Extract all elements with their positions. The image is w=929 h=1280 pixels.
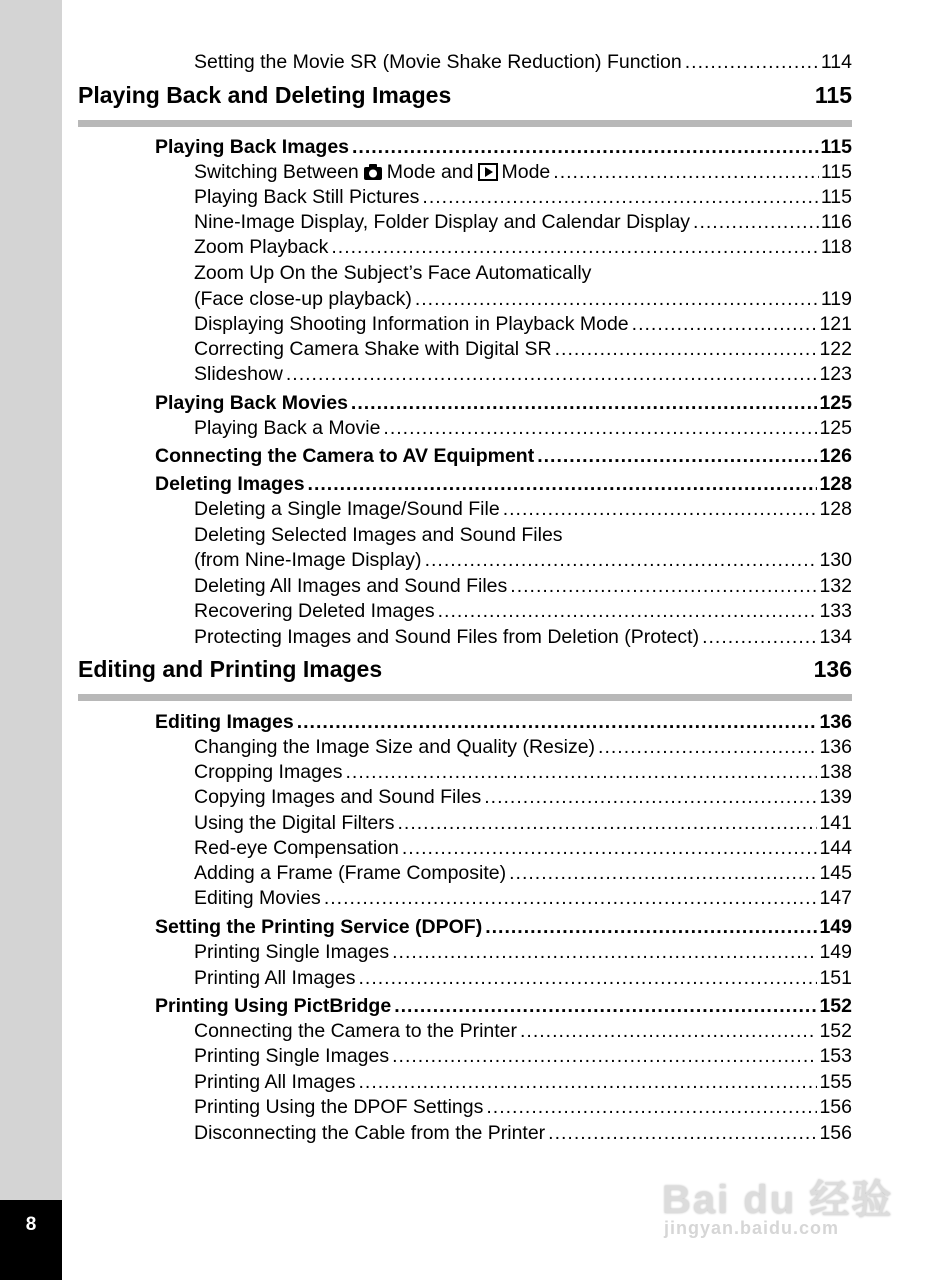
dot-leader [324,886,818,910]
section-divider [78,120,852,127]
toc-entry-title: (Face close-up playback) [194,288,412,310]
toc-entry-title: Playing Back a Movie [194,417,381,439]
dot-leader [555,337,818,361]
toc-entry[interactable] [194,50,852,74]
watermark-url: jingyan.baidu.com [664,1218,840,1238]
toc-entry[interactable] [194,625,852,649]
dot-leader [383,416,817,440]
toc-entry-title: Nine-Image Display, Folder Display and Calendar Display [194,211,691,233]
section-heading[interactable] [78,81,852,109]
dot-leader [598,735,817,759]
toc-entry-page: 149 [819,916,852,938]
page-number: 8 [25,1214,37,1235]
toc-entry-title: Slideshow [194,363,283,385]
dot-leader [359,1070,818,1094]
toc-entry-title: Connecting the Camera to AV Equipment [155,445,535,467]
toc-entry[interactable] [194,886,852,910]
dot-leader [297,710,818,734]
toc-entry-title: (from Nine-Image Display) [194,549,422,571]
dot-leader [486,1095,817,1119]
camera-icon [363,163,383,187]
toc-entry-title: Changing the Image Size and Quality (Resize) [194,736,596,758]
dot-leader [392,1044,817,1068]
toc-entry-title: Zoom Playback [194,236,329,258]
dot-leader [438,599,818,623]
dot-leader [415,287,819,311]
section-page: 115 [814,82,852,108]
dot-leader [503,497,818,521]
toc-entry[interactable] [194,362,852,386]
section-heading[interactable] [78,655,852,683]
toc-entry-title: Printing Using the DPOF Settings [194,1096,484,1118]
toc-entry-title: Deleting a Single Image/Sound File [194,498,500,520]
dot-leader [394,994,817,1018]
toc-entry-title: Playing Back Still Pictures [194,186,420,208]
toc-entry-page: 145 [819,862,852,884]
toc-entry-title: Editing Movies [194,887,321,909]
toc-entry-title: Copying Images and Sound Files [194,786,482,808]
dot-leader [352,135,819,159]
toc-chapter-entry[interactable] [155,444,852,468]
toc-entry[interactable] [194,160,852,187]
toc-chapter-entry[interactable] [155,915,852,939]
dot-leader [359,966,818,990]
page-margin-band [0,0,62,1280]
toc-entry[interactable] [194,811,852,835]
toc-entry-page: 152 [819,1020,852,1042]
dot-leader [484,785,817,809]
toc-entry[interactable] [194,497,852,521]
dot-leader [351,391,818,415]
toc-entry-page: 153 [819,1045,852,1067]
toc-entry-page: 116 [820,211,852,233]
dot-leader [397,811,817,835]
toc-entry[interactable] [194,1019,852,1043]
toc-entry-title: Recovering Deleted Images [194,600,435,622]
toc-entry-page: 114 [820,51,852,73]
toc-entry-title: Printing All Images [194,1071,356,1093]
toc-entry-title: Disconnecting the Cable from the Printer [194,1122,546,1144]
dot-leader [548,1121,817,1145]
toc-entry-page: 125 [819,392,852,414]
dot-leader [693,210,819,234]
toc-entry[interactable] [194,966,852,990]
toc-entry[interactable] [194,185,852,209]
toc-chapter-entry[interactable] [155,472,852,496]
toc-entry-title: Correcting Camera Shake with Digital SR [194,338,552,360]
dot-leader [425,548,818,572]
toc-entry-title: Protecting Images and Sound Files from Deletion (Protect) [194,626,700,648]
watermark-logo: Bai du 经验 [662,1178,894,1222]
toc-entry-title: Setting the Printing Service (DPOF) [155,916,483,938]
toc-entry[interactable] [194,735,852,759]
toc-entry-page: 156 [819,1122,852,1144]
toc-entry[interactable] [194,287,852,311]
dot-leader [346,760,818,784]
toc-entry[interactable] [194,1095,852,1119]
toc-entry-page: 152 [819,995,852,1017]
toc-entry[interactable] [194,861,852,885]
toc-entry[interactable] [194,599,852,623]
dot-leader [308,472,818,496]
toc-entry[interactable] [194,940,852,964]
toc-entry-page: 123 [819,363,852,385]
dot-leader [509,861,817,885]
dot-leader [392,940,817,964]
toc-entry-title: Deleting All Images and Sound Files [194,575,508,597]
section-title: Playing Back and Deleting Images [78,82,452,108]
toc-entry-title: Setting the Movie SR (Movie Shake Reduction) Function [194,51,682,73]
toc-entry[interactable] [194,210,852,234]
dot-leader [632,312,818,336]
toc-entry-title: Displaying Shooting Information in Playback Mode [194,313,629,335]
dot-leader [402,836,818,860]
toc-entry[interactable] [194,785,852,809]
toc-entry-page: 156 [819,1096,852,1118]
toc-entry[interactable] [194,836,852,860]
toc-entry-page: 119 [820,288,852,310]
dot-leader [510,574,817,598]
section-divider [78,694,852,701]
toc-entry-page: 147 [819,887,852,909]
toc-entry-page: 136 [819,711,852,733]
toc-entry-page: 144 [819,837,852,859]
toc-entry-title: Using the Digital Filters [194,812,395,834]
toc-entry-page: 138 [819,761,852,783]
toc-entry-page: 132 [819,575,852,597]
toc-entry[interactable] [194,416,852,440]
toc-entry[interactable] [194,760,852,784]
toc-entry-title: Switching Between [194,161,359,183]
toc-entry-page: 136 [819,736,852,758]
toc-chapter-entry[interactable] [155,994,852,1018]
toc-entry-title: Mode [501,161,551,183]
toc-entry-title: Mode and [386,161,474,183]
toc-entry-title: Editing Images [155,711,294,733]
toc-entry-title: Playing Back Images [155,136,350,158]
toc-entry-page: 130 [819,549,852,571]
toc-entry[interactable] [194,312,852,336]
toc-entry-title-line1: Deleting Selected Images and Sound Files [194,524,563,546]
toc-entry[interactable] [194,235,852,259]
toc-entry-title: Printing Single Images [194,941,390,963]
toc-entry-page: 118 [820,236,852,258]
toc-entry-page: 115 [820,186,852,208]
toc-entry-page: 141 [819,812,852,834]
toc-entry-title: Printing Single Images [194,1045,390,1067]
dot-leader [331,235,819,259]
toc-entry-page: 126 [819,445,852,467]
toc-chapter-entry[interactable] [155,710,852,734]
toc-entry-page: 128 [819,473,852,495]
toc-entry-page: 139 [819,786,852,808]
toc-entry-page: 134 [819,626,852,648]
toc-entry-page: 155 [819,1071,852,1093]
toc-entry-page: 133 [819,600,852,622]
dot-leader [485,915,817,939]
toc-entry-title: Deleting Images [155,473,305,495]
dot-leader [685,50,819,74]
toc-entry[interactable] [194,574,852,598]
toc-entry-page: 115 [820,136,852,158]
toc-entry-page: 125 [819,417,852,439]
toc-entry-page: 149 [819,941,852,963]
toc-entry-page: 122 [819,338,852,360]
toc-entry-page: 121 [819,313,852,335]
toc-entry-title: Cropping Images [194,761,343,783]
toc-entry-page: 115 [820,161,852,183]
toc-entry-page: 151 [819,967,852,989]
toc-chapter-entry[interactable] [155,135,852,159]
toc-entry[interactable] [194,548,852,572]
toc-entry[interactable] [194,1044,852,1068]
dot-leader [422,185,818,209]
dot-leader [553,160,819,184]
section-page: 136 [813,656,852,682]
section-title: Editing and Printing Images [78,656,383,682]
toc-entry[interactable] [194,1121,852,1145]
dot-leader [520,1019,817,1043]
dot-leader [286,362,818,386]
toc-chapter-entry[interactable] [155,391,852,415]
dot-leader [702,625,817,649]
toc-entry-title: Connecting the Camera to the Printer [194,1020,518,1042]
toc-entry-title: Red-eye Compensation [194,837,399,859]
toc-entry-title: Playing Back Movies [155,392,348,414]
toc-entry[interactable] [194,1070,852,1094]
playback-icon [478,163,498,187]
toc-entry-page: 128 [819,498,852,520]
toc-entry-title: Printing All Images [194,967,356,989]
toc-entry[interactable] [194,337,852,361]
toc-entry-title-line1: Zoom Up On the Subject’s Face Automatically [194,262,592,284]
page-number-tab [0,1200,62,1280]
dot-leader [537,444,817,468]
toc-entry-title: Adding a Frame (Frame Composite) [194,862,507,884]
toc-entry-title: Printing Using PictBridge [155,995,392,1017]
